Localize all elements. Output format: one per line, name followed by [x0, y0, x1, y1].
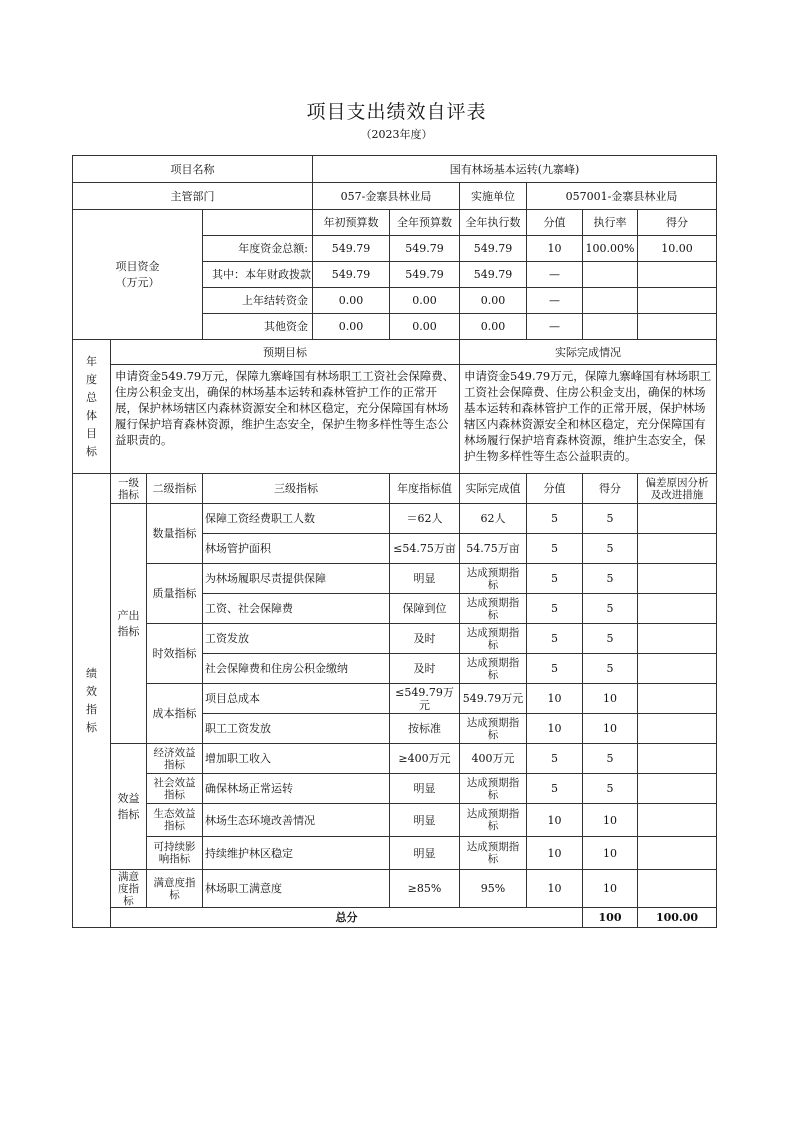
funds-score-value: 10	[527, 236, 583, 262]
level2-satisfaction-text: 满意度指 标	[153, 876, 196, 901]
level2-economic	[147, 744, 203, 774]
funds-initial: 549.79	[313, 262, 390, 288]
indicator-weight: 5	[527, 504, 583, 534]
level2-ecological	[147, 804, 203, 837]
indicator-name: 社会保障费和住房公积金缴纳	[203, 654, 390, 684]
indicator-note	[638, 744, 717, 774]
indicator-target: 明显	[390, 804, 460, 837]
level1-benefit	[111, 744, 147, 870]
indicator-note	[638, 870, 717, 908]
indicator-score: 5	[583, 504, 638, 534]
indicator-score: 5	[583, 654, 638, 684]
indicator-row	[73, 684, 717, 714]
indicator-row	[73, 837, 717, 870]
funds-rate	[583, 288, 638, 314]
funds-rate: 100.00%	[583, 236, 638, 262]
indicator-actual-text: 达成预期指 标	[466, 841, 520, 865]
level2-quality-text: 质量指标	[152, 587, 197, 600]
indicator-target: ≤549.79万元	[390, 684, 460, 714]
indicator-name: 林场生态环境改善情况	[203, 804, 390, 837]
level2-satisfaction	[147, 870, 203, 908]
level1-output	[111, 504, 147, 744]
total-label: 总分	[111, 908, 583, 928]
indicator-weight: 5	[527, 534, 583, 564]
level2-cost-text: 成本指标	[152, 707, 197, 720]
funds-score: 10.00	[638, 236, 717, 262]
funds-score-value: —	[527, 288, 583, 314]
indicator-header	[111, 474, 147, 504]
indicator-name: 为林场履职尽责提供保障	[203, 564, 390, 594]
indicator-weight: 5	[527, 624, 583, 654]
funds-row-label: 其中：本年财政拨款	[203, 262, 313, 288]
indicator-actual	[460, 837, 527, 870]
indicator-name: 林场管护面积	[203, 534, 390, 564]
funds-label-text: 项目资金 （万元）	[115, 259, 160, 289]
indicator-note	[638, 774, 717, 804]
indicator-target: ≥400万元	[390, 744, 460, 774]
impl-value: 057001-金寨县林业局	[527, 183, 717, 210]
indicator-note	[638, 534, 717, 564]
funds-score-value: —	[527, 262, 583, 288]
indicator-weight: 5	[527, 654, 583, 684]
funds-annual: 549.79	[390, 262, 460, 288]
indicator-target: 保障到位	[390, 594, 460, 624]
funds-executed: 0.00	[460, 288, 527, 314]
indicator-row	[73, 624, 717, 654]
indicator-actual	[460, 714, 527, 744]
total-weight: 100	[583, 908, 638, 928]
funds-score-value: —	[527, 314, 583, 340]
indicator-target: ≤54.75万亩	[390, 534, 460, 564]
funds-score	[638, 288, 717, 314]
level2-ecological-text: 生态效益 指标	[153, 808, 196, 832]
funds-annual: 549.79	[390, 236, 460, 262]
indicators-label	[73, 474, 111, 928]
indicator-note	[638, 837, 717, 870]
indicator-weight: 5	[527, 564, 583, 594]
indicator-actual	[460, 774, 527, 804]
level2-timeliness-text: 时效指标	[152, 647, 197, 660]
indicator-score: 5	[583, 594, 638, 624]
indicator-actual: 400万元	[460, 744, 527, 774]
level2-social-text: 社会效益 指标	[153, 776, 196, 801]
indicator-weight: 10	[527, 837, 583, 870]
indicator-score: 5	[583, 624, 638, 654]
indicator-actual	[460, 624, 527, 654]
indicator-weight: 10	[527, 714, 583, 744]
indicator-header: 二级指标	[147, 474, 203, 504]
indicator-header-text: 一级 指标	[118, 476, 139, 501]
funds-executed: 549.79	[460, 262, 527, 288]
indicator-target: 及时	[390, 624, 460, 654]
indicator-actual: 62人	[460, 504, 527, 534]
project-name-label: 项目名称	[73, 156, 313, 183]
indicator-name: 持续维护林区稳定	[203, 837, 390, 870]
indicator-note	[638, 684, 717, 714]
indicator-target: ＝62人	[390, 504, 460, 534]
indicator-score: 10	[583, 870, 638, 908]
evaluation-table	[72, 155, 717, 928]
indicator-actual-text: 达成预期指 标	[466, 596, 520, 621]
indicator-weight: 5	[527, 774, 583, 804]
indicator-actual	[460, 594, 527, 624]
funds-executed: 0.00	[460, 314, 527, 340]
level2-social	[147, 774, 203, 804]
indicators-label-text: 绩 效 指 标	[86, 666, 97, 734]
total-score: 100.00	[638, 908, 717, 928]
indicator-row	[73, 804, 717, 837]
indicator-target: 明显	[390, 564, 460, 594]
indicator-row	[73, 870, 717, 908]
indicator-score: 5	[583, 744, 638, 774]
indicator-note	[638, 504, 717, 534]
indicator-score: 5	[583, 534, 638, 564]
funds-rate	[583, 262, 638, 288]
indicator-actual	[460, 654, 527, 684]
funds-header: 执行率	[583, 210, 638, 236]
dept-label: 主管部门	[73, 183, 313, 210]
indicator-actual: 54.75万亩	[460, 534, 527, 564]
indicator-header: 三级指标	[203, 474, 390, 504]
funds-annual: 0.00	[390, 314, 460, 340]
indicator-actual-text: 达成预期指 标	[466, 626, 520, 651]
funds-header-blank	[203, 210, 313, 236]
funds-rate	[583, 314, 638, 340]
indicator-score: 5	[583, 774, 638, 804]
indicator-score: 10	[583, 804, 638, 837]
indicator-weight: 5	[527, 744, 583, 774]
goals-label	[73, 340, 111, 474]
dept-value: 057-金寨县林业局	[313, 183, 460, 210]
indicator-score: 5	[583, 564, 638, 594]
indicator-note	[638, 624, 717, 654]
level1-satisfaction	[111, 870, 147, 908]
level2-cost	[147, 684, 203, 744]
indicator-header: 分值	[527, 474, 583, 504]
indicator-score: 10	[583, 714, 638, 744]
indicator-name: 林场职工满意度	[203, 870, 390, 908]
indicator-target: 及时	[390, 654, 460, 684]
indicator-target: 明显	[390, 774, 460, 804]
level2-economic-text: 经济效益 指标	[153, 746, 196, 771]
indicator-name: 工资、社会保障费	[203, 594, 390, 624]
level2-quality	[147, 564, 203, 624]
level2-sustainable	[147, 837, 203, 870]
indicator-header-text: 偏差原因分析 及改进措施	[645, 476, 709, 501]
level2-quantity	[147, 504, 203, 564]
project-name: 国有林场基本运转(九寨峰)	[313, 156, 717, 183]
actual-result-text: 申请资金549.79万元，保障九寨峰国有林场职工工资社会保障费、住房公积金支出，确保的林场基本运转和森林管护工作的正常开展，保护林场辖区内森林资源安全和林区稳定，充分保障国有林场履行保护培育森林资源，维护生态安全，保护生物多样性等生态公益职责的。	[460, 365, 717, 474]
indicator-actual-text: 达成预期指 标	[466, 566, 520, 591]
funds-score	[638, 314, 717, 340]
indicator-weight: 10	[527, 804, 583, 837]
funds-header: 年初预算数	[313, 210, 390, 236]
funds-label	[73, 210, 203, 340]
indicator-actual-text: 达成预期指 标	[466, 776, 520, 801]
expected-goal-text: 申请资金549.79万元，保障九寨峰国有林场职工工资社会保障费、住房公积金支出，确保的林场基本运转和森林管护工作的正常开展，保护林场辖区内森林资源安全和林区稳定，充分保障国有林场履行保护培育森林资源，维护生态安全，保护生物多样性等生态公益职责的。	[111, 365, 460, 474]
indicator-actual-text: 达成预期指 标	[466, 656, 520, 681]
funds-executed: 549.79	[460, 236, 527, 262]
indicator-name: 保障工资经费职工人数	[203, 504, 390, 534]
indicator-weight: 10	[527, 684, 583, 714]
level2-quantity-text: 数量指标	[152, 527, 197, 540]
page-subtitle: （2023年度）	[360, 128, 433, 141]
indicator-weight: 5	[527, 594, 583, 624]
indicator-note	[638, 714, 717, 744]
indicator-note	[638, 654, 717, 684]
indicator-target: ≥85%	[390, 870, 460, 908]
indicator-row	[73, 774, 717, 804]
actual-result-header: 实际完成情况	[460, 340, 717, 365]
indicator-name: 增加职工收入	[203, 744, 390, 774]
indicator-name: 职工工资发放	[203, 714, 390, 744]
page-title: 项目支出绩效自评表	[306, 101, 487, 123]
indicator-note	[638, 804, 717, 837]
level2-sustainable-text: 可持续影 响指标	[153, 841, 196, 865]
indicator-name: 项目总成本	[203, 684, 390, 714]
indicator-name: 工资发放	[203, 624, 390, 654]
funds-header: 全年预算数	[390, 210, 460, 236]
funds-initial: 0.00	[313, 314, 390, 340]
level1-output-text: 产出 指标	[117, 608, 140, 638]
indicator-score: 10	[583, 837, 638, 870]
indicator-row	[73, 744, 717, 774]
indicator-header: 年度指标值	[390, 474, 460, 504]
level1-satisfaction-text: 满意 度指 标	[118, 870, 139, 907]
indicator-actual-text: 达成预期指 标	[466, 808, 520, 832]
goals-label-text: 年 度 总 体 目 标	[86, 354, 97, 458]
indicator-target: 按标准	[390, 714, 460, 744]
funds-header: 全年执行数	[460, 210, 527, 236]
indicator-header: 实际完成值	[460, 474, 527, 504]
funds-header: 分值	[527, 210, 583, 236]
indicator-score: 10	[583, 684, 638, 714]
funds-score	[638, 262, 717, 288]
funds-initial: 0.00	[313, 288, 390, 314]
indicator-actual: 549.79万元	[460, 684, 527, 714]
indicator-note	[638, 594, 717, 624]
indicator-actual-text: 达成预期指 标	[466, 716, 520, 741]
funds-row-label: 年度资金总额:	[203, 236, 313, 262]
level1-benefit-text: 效益 指标	[117, 791, 140, 821]
indicator-weight: 10	[527, 870, 583, 908]
indicator-name: 确保林场正常运转	[203, 774, 390, 804]
indicator-row	[73, 504, 717, 534]
indicator-row	[73, 564, 717, 594]
indicator-header: 得分	[583, 474, 638, 504]
level2-timeliness	[147, 624, 203, 684]
funds-initial: 549.79	[313, 236, 390, 262]
indicator-actual: 95%	[460, 870, 527, 908]
indicator-actual	[460, 804, 527, 837]
funds-header: 得分	[638, 210, 717, 236]
indicator-target: 明显	[390, 837, 460, 870]
funds-row-label: 其他资金	[203, 314, 313, 340]
funds-row-label: 上年结转资金	[203, 288, 313, 314]
expected-goal-header: 预期目标	[111, 340, 460, 365]
indicator-actual	[460, 564, 527, 594]
indicator-note	[638, 564, 717, 594]
funds-annual: 0.00	[390, 288, 460, 314]
indicator-header	[638, 474, 717, 504]
impl-label: 实施单位	[460, 183, 527, 210]
